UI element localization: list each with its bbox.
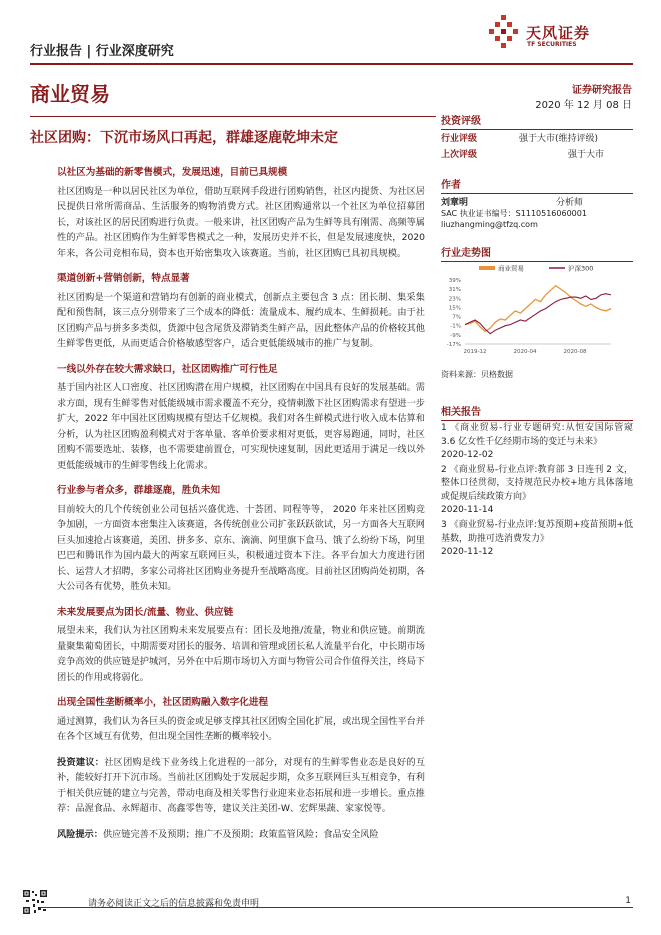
section-heading: 未来发展要点为团长/流量、物业、供应链 <box>57 606 234 618</box>
series-line <box>465 286 611 332</box>
analyst-email[interactable]: liuzhangming@tfzq.com <box>441 220 538 229</box>
last-rating-label: 上次评级 <box>441 150 478 160</box>
section-heading: 一线以外存在较大需求缺口，社区团购推广可行性足 <box>57 363 278 375</box>
legend-label: 沪深300 <box>568 264 594 273</box>
title-divider <box>30 116 436 117</box>
logo-text: 天风证券 <box>526 24 591 42</box>
section-heading: 行业参与者众多，群雄逐鹿，胜负未知 <box>57 485 221 496</box>
y-tick-label: -17% <box>446 342 461 348</box>
x-tick-label: 2020-04 <box>513 349 537 355</box>
risk-warning <box>57 827 425 843</box>
author-title: 作者 <box>441 176 633 194</box>
analyst-name: 刘章明 <box>441 198 469 208</box>
y-tick-label: 23% <box>448 296 461 303</box>
industry-rating-label: 行业评级 <box>441 134 478 144</box>
analyst-role: 分析师 <box>556 198 584 208</box>
related-report-link[interactable]: 3 《商业贸易-行业点评:复苏预期+疫苗预期+低基数，助推可选消费发力》 <box>441 519 633 544</box>
last-rating-value: 强于大市 <box>568 150 605 160</box>
section-body: 展望未来，我们认为社区团购未来发展要点有：团长及地推/流量，物业和供应链。前期流量聚集葡萄团长，中期需要对团长的服务、培训和管理或团长私人流量平台化，中长期市场竞争高效的供应链是护城河，另外在中后期市场切入方面与物管公司合作值得关注，终局下团长的作用或将弱化。 <box>57 625 425 683</box>
legend-label: 商业贸易 <box>498 264 524 273</box>
section-body: 社区团购是一种以居民社区为单位，借助互联网手段进行团购销售，社区内提货、为社区居民提供日常所需商品、生活服务的购物消费方式。社区团购通常以一个社区为单位招募团长，对该社区的居民团购进行负责。一般来讲，社区团购产品为生鲜等具有刚需、高频等属性的产品。社区团购作为生鲜零售模式之一种，发展历史并不长，但是发展速度快，2020 年来，各公司竞相布局，资本也开始密集攻入该赛道。当前，社区团购已具初具规模。 <box>57 185 425 259</box>
footer-disclaimer: 请务必阅读正文之后的信息披露和免责申明 <box>88 899 260 909</box>
section-heading: 渠道创新+营销创新，特点显著 <box>57 273 190 284</box>
section-heading: 以社区为基础的新零售模式，发展迅速，目前已具规模 <box>57 167 288 178</box>
analyst-cert: SAC 执业证书编号：S1110516060001 <box>441 209 587 218</box>
section-body: 社区团购是一个渠道和营销均有创新的商业模式，创新点主要包含 3 点：团长制、集采集配和预售制，该三点分别带来了三个成本的降低：流量成本、履约成本、生鲜损耗。由于社区团购产品与拼多多类似，货源中包含尾货及滞销类生鲜产品，因此整体产品的价格较其他生鲜零售更低，从而更适合价格敏感型客户，适合更低能级城市的推广与复制。 <box>57 291 425 349</box>
tf-logo-icon <box>487 15 521 49</box>
trend-title: 行业走势图 <box>441 244 633 262</box>
report-title: 社区团购：下沉市场风口再起，群雄逐鹿乾坤未定 <box>30 130 338 146</box>
logo-english: TF SECURITIES <box>527 41 577 48</box>
series-line <box>465 294 611 334</box>
related-report-link[interactable]: 2 《商业贸易-行业点评:教育部 3 日连刊 2 文，整体口径贯彻，支持规范民办校+地方具体落地或促规后续政策方向》 <box>441 464 633 503</box>
risk-label: 风险提示： <box>57 828 103 840</box>
risk-body: 供应链完善不及预期；推广不及预期；政策监管风险；食品安全风险 <box>102 828 379 840</box>
y-tick-label: 31% <box>448 287 461 294</box>
y-tick-label: -1% <box>450 323 461 330</box>
related-report-date: 2020-12-02 <box>441 449 494 460</box>
report-type: 证券研究报告 <box>572 85 632 96</box>
related-title: 相关报告 <box>441 403 633 421</box>
x-tick-label: 2020-08 <box>563 349 587 355</box>
report-date: 2020 年 12 月 08 日 <box>535 100 632 111</box>
industry-rating-value: 强于大市(维持评级) <box>519 134 599 144</box>
header-divider <box>30 63 633 65</box>
y-tick-label: 7% <box>452 314 461 321</box>
x-tick-label: 2019-12 <box>463 349 487 355</box>
y-tick-label: -9% <box>450 332 461 339</box>
report-category: 行业报告 | 行业深度研究 <box>30 44 174 59</box>
section-body: 目前较大的几个传统创业公司包括兴盛优选、十荟团、同程等等， 2020 年来社区团购竞争加剧，一方面资本密集注入该赛道，各传统创业公司扩张跃跃欲试，另一方面各大互联网巨头加速抢占该赛道，美团、拼多多、京东、滴滴、阿里旗下盒马、饿了么纷纷下场，阿里巴巴和腾讯作为国内最大的两家互联网巨头，积极通过资本下注。各平台加大力度进行团长、运营人才招聘，多家公司将社区团购业务提升至战略高度。目前社区团购尚处初期，各大公司各有优势，胜负未知。 <box>57 503 425 592</box>
section-body: 通过测算，我们认为各巨头的资金或足够支撑其社区团购全国化扩展，或出现全国性平台并在各个区域互有优势，但出现全国性垄断的概率较小。 <box>57 715 425 742</box>
investment-label: 投资建议： <box>57 756 105 768</box>
section-heading: 出现全国性垄断概率小，社区团购融入数字化进程 <box>57 697 269 708</box>
investment-body: 社区团购是线下业务线上化进程的一部分，对现有的生鲜零售业态是良好的互补，能较好打开下沉市场。当前社区团购处于发展起步期，众多互联网巨头互相竞争，有利于相关供应链的建立与完善，带动电商及相关零售行业迎来业态拓展和进一步增长。重点推荐：品渥食品、永辉超市、高鑫零售等，建议关注美团-W、宏辉果蔬、家家悦等。 <box>57 756 426 814</box>
chart-source: 资料来源：贝格数据 <box>441 370 513 379</box>
y-tick-label: 39% <box>448 278 461 284</box>
rating-title: 投资评级 <box>441 112 633 130</box>
related-report-date: 2020-11-14 <box>441 504 494 515</box>
industry-trend-chart <box>441 262 633 362</box>
investment-advice <box>57 755 425 817</box>
section-body: 基于国内社区人口密度、社区团购潜在用户规模，社区团购在中国具有良好的发展基础。需求方面，现有生鲜零售对低能级城市需求覆盖不充分，疫情刺激下社区团购需求有望进一步扩大，2022 年中国社区团购规模有望达千亿规模。我们对各生鲜模式进行收入成本估算和分析，认为社区团购盈利模式对于客单量、客单价要求相对更低，更容易跑通，同时，社区团购不需要选址、装修，也不需要建前置仓，可实现快速复制，因此更适用于满足一线以外更低能级城市的生鲜零售线上化需求。 <box>57 382 425 471</box>
y-tick-label: 15% <box>448 305 461 312</box>
related-report-date: 2020-11-12 <box>441 546 494 557</box>
qr-code-icon <box>22 889 48 915</box>
page-number: 1 <box>625 896 631 906</box>
related-reports-list <box>441 422 633 561</box>
industry-name: 商业贸易 <box>30 82 110 106</box>
related-report-link[interactable]: 1 《商业贸易-行业专题研究:从恒安国际管窥 3.6 亿女性千亿经期市场的变迁与未来》 <box>441 423 633 447</box>
main-content <box>57 165 425 852</box>
